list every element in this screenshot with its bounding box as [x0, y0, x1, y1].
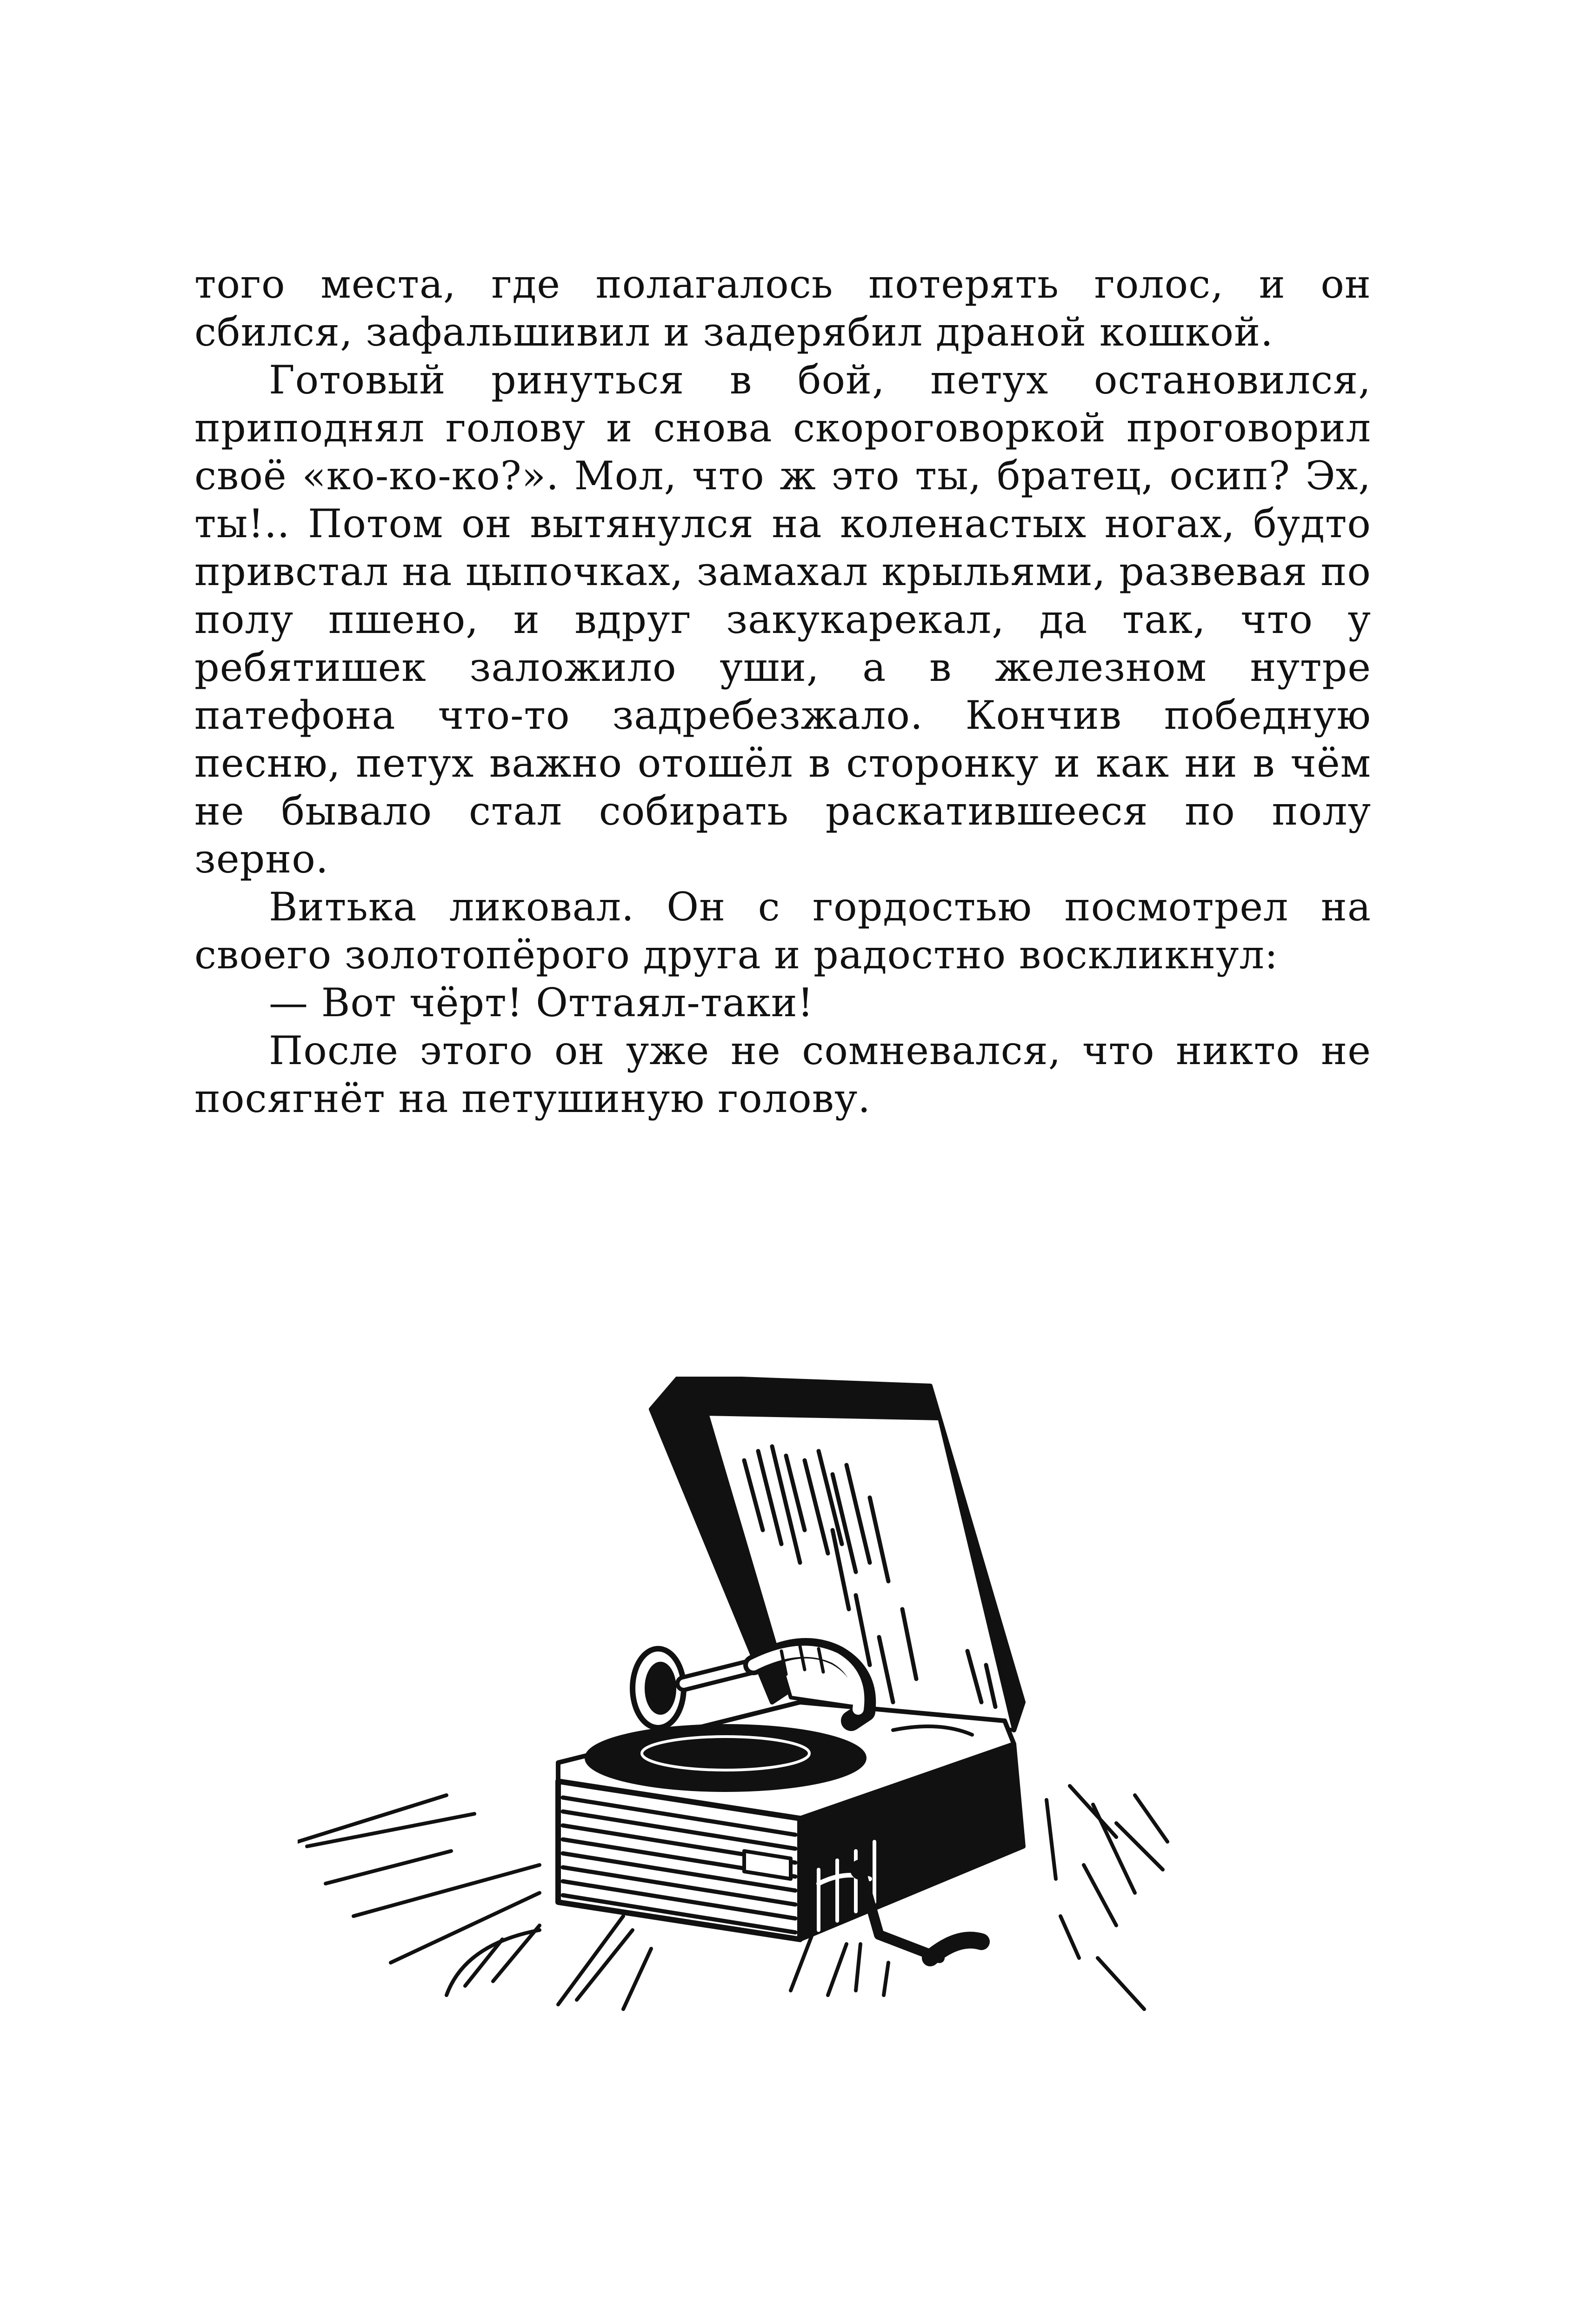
gramophone-illustration	[298, 1377, 1302, 2028]
paragraph-4: — Вот чёрт! Оттаял-таки!	[269, 980, 814, 1025]
paragraph-5: После этого он уже не сомневался, что никто не посягнёт на петушиную голову.	[194, 1028, 1371, 1121]
page-text	[194, 260, 1371, 1123]
gramophone-drawing	[298, 1377, 1167, 2009]
paragraph-1: того места, где полагалось потерять голос, и он сбился, зафальшивил и задерябил драной кошкой.	[194, 261, 1371, 355]
paragraph-3: Витька ликовал. Он с гордостью посмотрел на своего золотопёрого друга и радостно воскликнул:	[194, 884, 1371, 978]
paragraph-2: Готовый ринуться в бой, петух остановился, приподнял голову и снова скороговоркой проговорил своё «ко-ко-ко?». Мол, что ж это ты, братец, осип? Эх, ты!.. Потом он вытянулся на коленастых ногах, будто привстал на цыпочках, замахал крыльями, развевая по полу пшено, и вдруг закукарекал, да так, что у ребятишек заложило уши, а в железном нутре патефона что-то задребезжало. Кончив победную песню, петух важно отошёл в сторонку и как ни в чём не бывало стал собирать раскатившееся по полу зерно.	[194, 357, 1371, 882]
